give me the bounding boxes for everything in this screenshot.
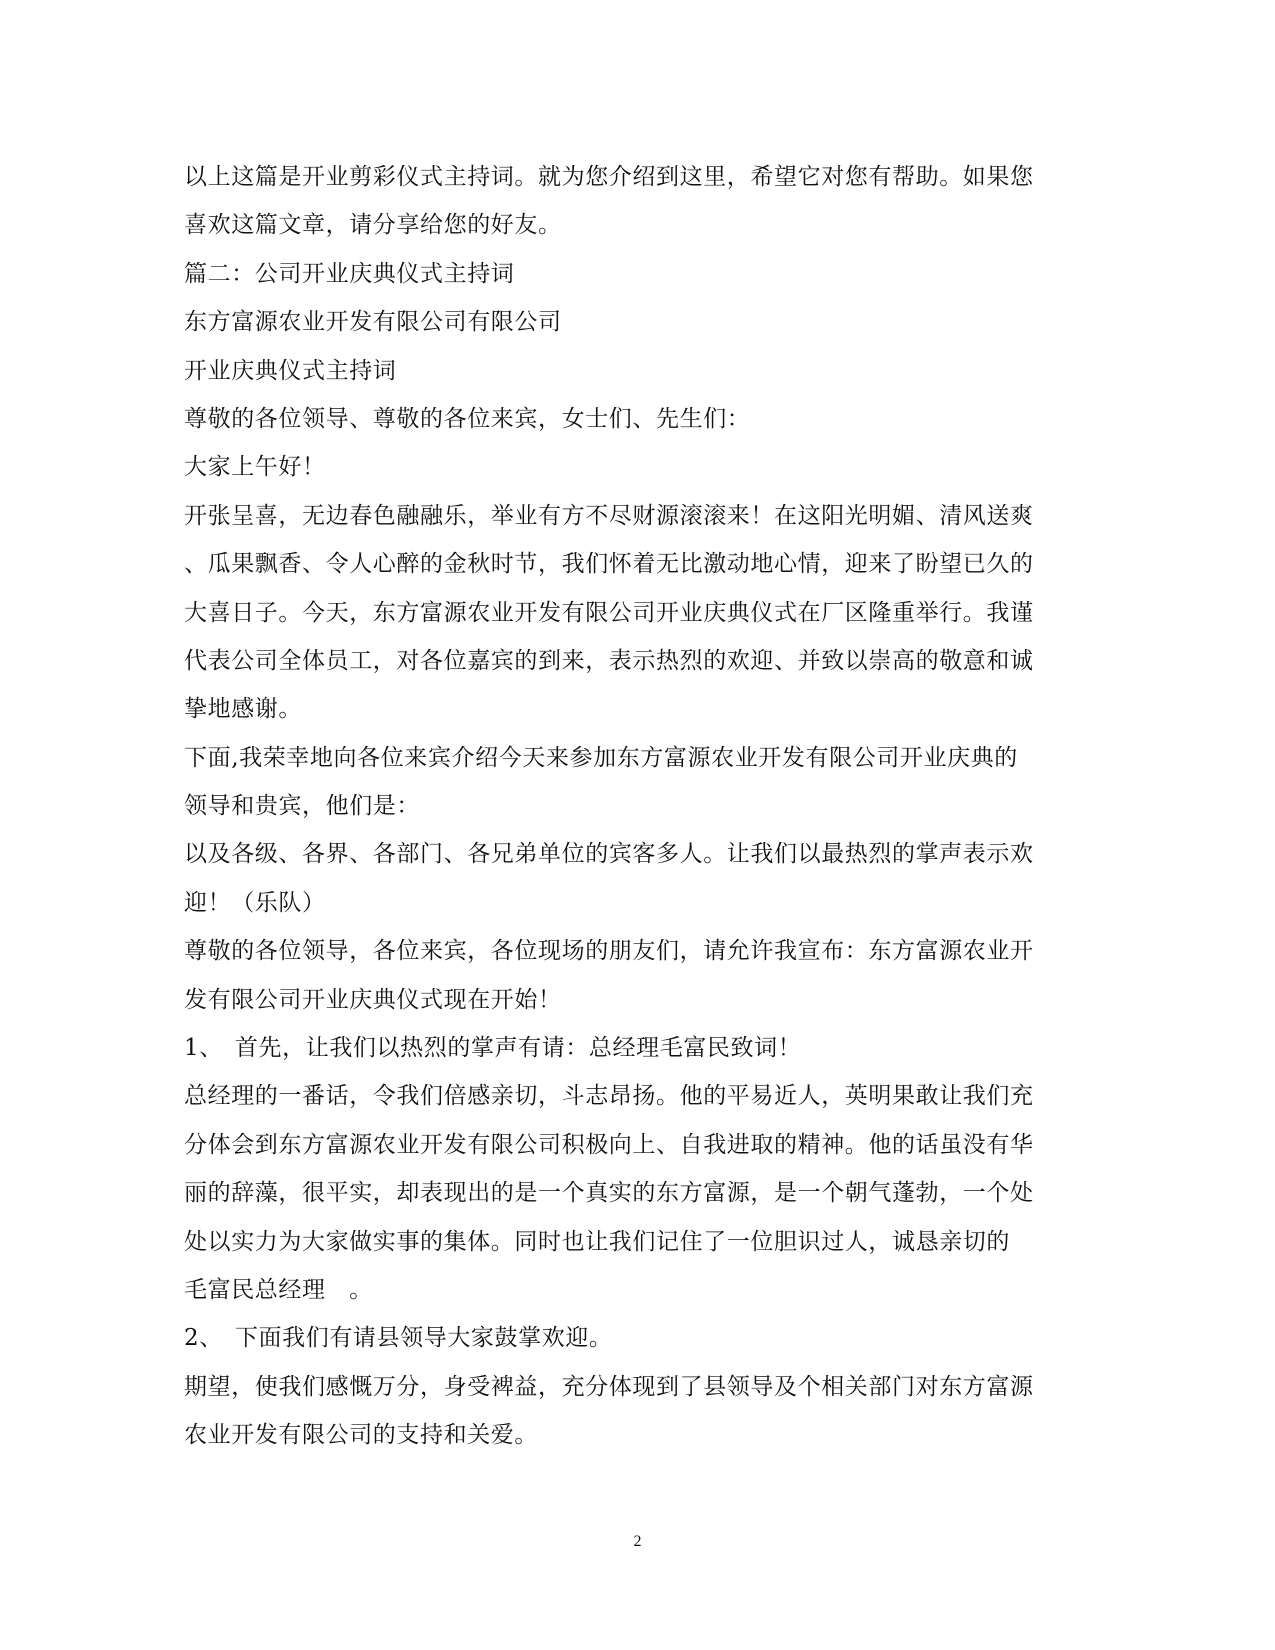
text-line: 分体会到东方富源农业开发有限公司积极向上、自我进取的精神。他的话虽没有华 bbox=[184, 1131, 1034, 1158]
text-line: 尊敬的各位领导，各位来宾，各位现场的朋友们，请允许我宣布：东方富源农业开 bbox=[184, 938, 1034, 965]
salutation: 尊敬的各位领导、尊敬的各位来宾，女士们、先生们： bbox=[184, 405, 751, 432]
text-line: 毛富民总经理 。 bbox=[184, 1276, 373, 1303]
text-line: 代表公司全体员工，对各位嘉宾的到来，表示热烈的欢迎、并致以崇高的敬意和诚 bbox=[184, 647, 1034, 674]
text-line: 喜欢这篇文章，请分享给您的好友。 bbox=[184, 212, 562, 239]
text-line: 处以实力为大家做实事的集体。同时也让我们记住了一位胆识过人，诚恳亲切的 bbox=[184, 1228, 1010, 1255]
list-item: 1、 首先，让我们以热烈的掌声有请：总经理毛富民致词！ bbox=[184, 1035, 802, 1062]
text-line: 开张呈喜，无边春色融融乐，举业有方不尽财源滚滚来！在这阳光明媚、清风送爽 bbox=[184, 502, 1034, 529]
company-name: 东方富源农业开发有限公司有限公司 bbox=[184, 309, 562, 336]
text-line: 发有限公司开业庆典仪式现在开始！ bbox=[184, 986, 562, 1013]
page-number: 2 bbox=[633, 1533, 642, 1550]
text-line: 领导和贵宾，他们是： bbox=[184, 793, 420, 820]
section-heading: 篇二：公司开业庆典仪式主持词 bbox=[184, 260, 515, 287]
text-line: 以及各级、各界、各部门、各兄弟单位的宾客多人。让我们以最热烈的掌声表示欢 bbox=[184, 841, 1034, 868]
list-item: 2、 下面我们有请县领导大家鼓掌欢迎。 bbox=[184, 1325, 613, 1352]
document-title: 开业庆典仪式主持词 bbox=[184, 357, 397, 384]
text-line: 下面,我荣幸地向各位来宾介绍今天来参加东方富源农业开发有限公司开业庆典的 bbox=[184, 744, 1018, 771]
text-line: 挚地感谢。 bbox=[184, 696, 302, 723]
text-line: 、瓜果飘香、令人心醉的金秋时节，我们怀着无比激动地心情，迎来了盼望已久的 bbox=[184, 551, 1034, 578]
text-line: 大喜日子。今天，东方富源农业开发有限公司开业庆典仪式在厂区隆重举行。我谨 bbox=[184, 599, 1034, 626]
text-line: 期望，使我们感慨万分，身受裨益，充分体现到了县领导及个相关部门对东方富源 bbox=[184, 1373, 1034, 1400]
text-line: 丽的辞藻，很平实，却表现出的是一个真实的东方富源，是一个朝气蓬勃，一个处 bbox=[184, 1180, 1034, 1207]
text-line: 迎！（乐队） bbox=[184, 889, 326, 916]
greeting: 大家上午好！ bbox=[184, 454, 326, 481]
text-line: 总经理的一番话，令我们倍感亲切，斗志昂扬。他的平易近人，英明果敢让我们充 bbox=[184, 1083, 1034, 1110]
text-line: 农业开发有限公司的支持和关爱。 bbox=[184, 1422, 538, 1449]
text-line: 以上这篇是开业剪彩仪式主持词。就为您介绍到这里，希望它对您有帮助。如果您 bbox=[184, 164, 1034, 190]
body-text bbox=[184, 153, 1090, 1460]
